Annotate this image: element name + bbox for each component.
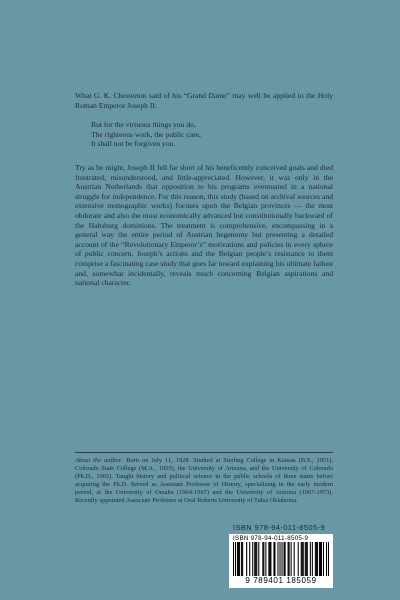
- barcode-bar: [254, 542, 255, 576]
- barcode-bar: [285, 542, 286, 576]
- barcode-bar: [303, 542, 304, 576]
- barcode-bar: [319, 542, 320, 576]
- barcode-bar: [252, 542, 253, 576]
- about-author-text: Born on July 11, 1928. Studied at Sterling College in Kansas (B.S., 1951), Colorado State College (M.A., 1955), the University of Arizona, and the University of Colorado (Ph.D., 1965). Taught history and political science in the public schools of three states before acquiring the Ph.D. Served as Assistant Professor of History, specializing in the early modern period, at the University of Omaha (1964-1967) and the University of Arizona (1967-1973). Recently appointed Associate Professor at Oral Roberts University of Tulsa Oklahoma.: [75, 457, 333, 505]
- barcode-bar: [255, 542, 256, 576]
- barcode-bar: [235, 542, 236, 576]
- about-the-author: [75, 457, 333, 506]
- description-paragraph: [75, 163, 333, 288]
- about-author-heading: About the author:: [75, 457, 124, 464]
- barcode-bar: [301, 542, 302, 576]
- barcode-bar: [274, 542, 275, 576]
- barcode-bar: [277, 542, 278, 576]
- divider: [75, 452, 333, 453]
- barcode-bar: [265, 542, 266, 576]
- barcode-bar: [237, 542, 238, 576]
- barcode-bar: [269, 542, 270, 576]
- barcode-bar: [316, 542, 317, 576]
- barcode-bar: [282, 542, 283, 576]
- barcode-bar: [258, 542, 259, 576]
- isbn-label: ISBN 978-94-011-8505-9: [233, 523, 326, 532]
- barcode-bar: [321, 542, 322, 576]
- barcode-bar: [294, 542, 295, 576]
- barcode-bar: [298, 542, 299, 576]
- barcode-isbn-text: ISBN 978-94-011-8505-9: [233, 535, 309, 542]
- barcode-bar: [242, 542, 243, 576]
- barcode-bar: [291, 542, 292, 576]
- barcode-bar: [302, 542, 303, 576]
- barcode-bar: [284, 542, 285, 576]
- barcode-bar: [317, 542, 318, 576]
- barcode-bar: [323, 542, 324, 576]
- barcode-bar: [268, 542, 269, 576]
- barcode-bar: [328, 542, 329, 576]
- barcode-bar: [238, 542, 239, 576]
- quote-line: It shall not be forgiven you.: [91, 139, 176, 149]
- barcode-bar: [320, 542, 321, 576]
- barcode-bar: [262, 542, 263, 576]
- barcode-bar: [279, 542, 280, 576]
- barcode-bars: [233, 542, 329, 576]
- barcode-bar: [270, 542, 271, 576]
- barcode-bar: [233, 542, 234, 576]
- chesterton-quote: [91, 120, 291, 149]
- barcode-bar: [249, 542, 250, 576]
- barcode-bar: [263, 542, 264, 576]
- barcode: [229, 534, 333, 588]
- barcode-bar: [306, 542, 307, 576]
- barcode-bar: [315, 542, 316, 576]
- barcode-bar: [305, 542, 306, 576]
- barcode-bar: [326, 542, 327, 576]
- barcode-bar: [312, 542, 313, 576]
- barcode-bar: [288, 542, 289, 576]
- barcode-bar: [239, 542, 240, 576]
- barcode-bar: [307, 542, 308, 576]
- intro-paragraph: What G. K. Chesterton said of his “Grand Dame” may well be applied to the Holy Roman Emperor Joseph II:: [75, 91, 333, 110]
- quote-line: The righteous work, the public care,: [91, 129, 201, 139]
- description-text: Try as he might, Joseph II fell far short of his beneficently conceived goals and died frustrated, misunderstood, and little-appreciated. However, it was only in the Austrian Netherlands that opposition to his programs eventuated in a national struggle for independence. For this reason, this study (based on archival sources and extensive monographic works) focuses upon the Belgian provinces — the most obdurate and also the most economically advanced but constitutionally backward of the Habsburg dominions. The treatment is comprehensive, encompassing in a general way the entire period of Austrian hegemony but presenting a detailed account of the “Revolutionary Emperor’s” motivations and policies in every sphere of public concern. Joseph’s actions and the Belgian people’s resistance to them comprise a fascinating case study that goes far toward explaining his ultimate failure and, somewhat incidentally, reveals much concerning Belgian aspirations and national character.: [75, 163, 333, 288]
- barcode-digits: 9 789401 185059: [245, 576, 317, 585]
- barcode-bar: [241, 542, 242, 576]
- barcode-bar: [273, 542, 274, 576]
- barcode-bar: [289, 542, 290, 576]
- barcode-bar: [256, 542, 257, 576]
- barcode-bar: [310, 542, 311, 576]
- quote-line: But for the virtuous things you do,: [91, 120, 196, 129]
- barcode-bar: [246, 542, 247, 576]
